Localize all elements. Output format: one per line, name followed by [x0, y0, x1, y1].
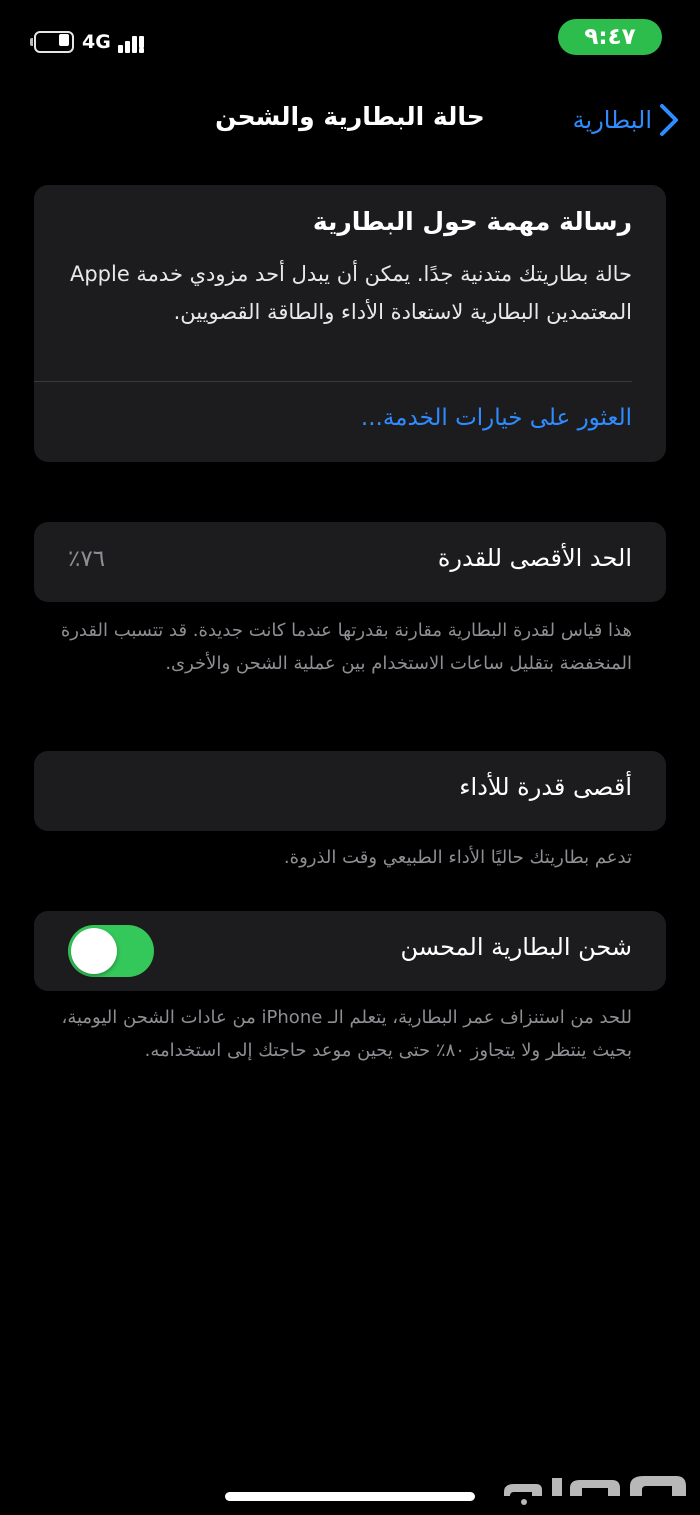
page-title: حالة البطارية والشحن	[215, 102, 485, 131]
peak-performance-label: أقصى قدرة للأداء	[459, 773, 632, 801]
peak-performance-footnote: تدعم بطاريتك حاليًا الأداء الطبيعي وقت الذروة.	[283, 847, 632, 868]
optimized-charging-label: شحن البطارية المحسن	[400, 933, 632, 961]
signal-bars-icon	[118, 31, 150, 53]
optimized-charging-footnote: للحد من استنزاف عمر البطارية، يتعلم الـ iPhone من عادات الشحن اليومية، بحيث ينتظر ولا يتجاوز ٨٠٪ حتى يحين موعد حاجتك إلى استخدامه.	[61, 1007, 632, 1061]
nav-bar	[0, 90, 700, 150]
max-capacity-label: الحد الأقصى للقدرة	[437, 544, 632, 572]
back-label: البطارية	[572, 106, 652, 134]
optimized-charging-row	[34, 911, 666, 991]
service-options-link[interactable]: العثور على خيارات الخدمة...	[360, 405, 632, 431]
toggle-knob	[71, 928, 117, 974]
optimized-charging-toggle[interactable]	[68, 925, 154, 977]
max-capacity-value: ٪٧٦	[68, 546, 106, 572]
battery-message-card	[34, 185, 666, 462]
status-bar	[0, 0, 700, 80]
divider	[34, 381, 632, 382]
network-type: 4G	[82, 31, 111, 53]
home-indicator[interactable]	[225, 1492, 475, 1501]
peak-performance-row	[34, 751, 666, 831]
max-capacity-row	[34, 522, 666, 602]
max-capacity-footnote: هذا قياس لقدرة البطارية مقارنة بقدرتها عندما كانت جديدة. قد تتسبب القدرة المنخفضة بتقليل ساعات الاستخدام بين عملية الشحن والأخرى.	[60, 620, 632, 674]
message-body: حالة بطاريتك متدنية جدًا. يمكن أن يبدل أحد مزودي خدمة Apple المعتمدين البطارية لاستعادة الأداء والطاقة القصويين.	[69, 262, 632, 324]
message-title: رسالة مهمة حول البطارية	[312, 207, 632, 236]
haraj-watermark-logo	[496, 1462, 691, 1506]
status-time[interactable]: ٩:٤٧	[558, 19, 662, 55]
battery-icon	[30, 31, 74, 53]
